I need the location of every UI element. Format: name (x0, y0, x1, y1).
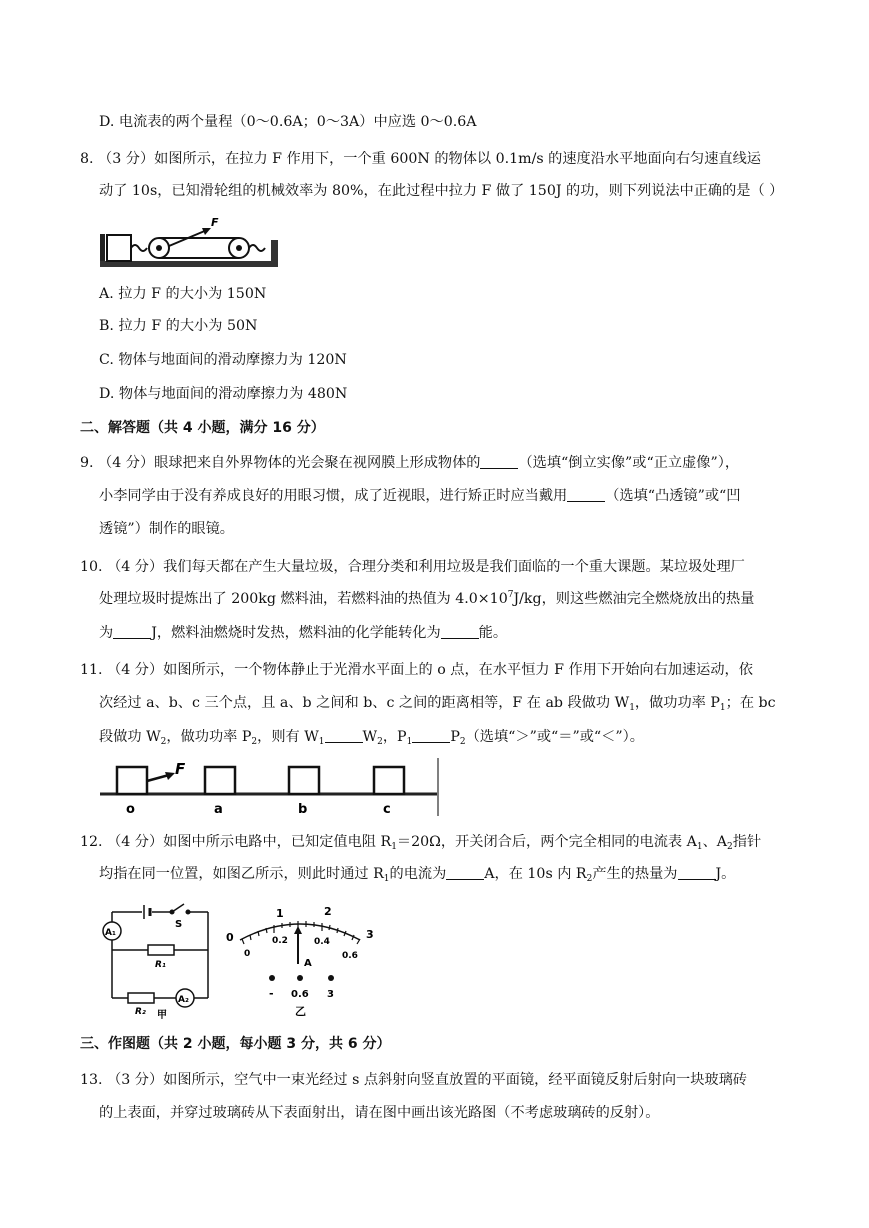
q12-dial-inner-3: 0.6 (342, 951, 358, 961)
q9-line1: 9. （4 分）眼球把来自外界物体的光会聚在视网膜上形成物体的 （选填“倒立实像”或“正立虚像”）， (80, 455, 740, 471)
q12-terminal-neg: - (269, 987, 274, 1000)
q10-blank-1 (113, 624, 151, 639)
q12-blank-1 (446, 865, 484, 880)
q12-dial-outer-1: 1 (276, 907, 284, 920)
section-3-heading: 三、作图题（共 2 小题，每小题 3 分，共 6 分） (80, 1036, 391, 1052)
q12-figure-jia-caption: 甲 (157, 1010, 167, 1020)
q9-line2: 小李同学由于没有养成良好的用眼习惯，成了近视眼，进行矫正时应当戴用 （选填“凸透镜”或“凹 (99, 488, 741, 504)
q12-line1: 12. （4 分）如图中所示电路中，已知定值电阻 $R_1=20\Omega$，开关闭合后，两个完全相同的电流表 $A_1$、$A_2$指针 (80, 834, 762, 852)
q13-line1: 13. （3 分）如图所示，空气中一束光经过 s 点斜射向竖直放置的平面镜，经平面镜反射后射向一块玻璃砖 (80, 1072, 747, 1088)
q10-line1: 10. （4 分）我们每天都在产生大量垃圾，合理分类和利用垃圾是我们面临的一个重大课题。某垃圾处理厂 (80, 559, 745, 575)
q12-terminal-06: 0.6 (291, 989, 309, 1000)
q12-r2-label: R₂ (135, 1007, 146, 1017)
q11-point-a: a (214, 802, 223, 817)
q12-dial-outer-2: 2 (324, 905, 332, 918)
q12-switch-label: S (175, 919, 183, 930)
q12-dial-inner-2: 0.4 (314, 937, 330, 947)
q8-pulley-figure (99, 212, 281, 272)
q10-blank-2 (441, 624, 479, 639)
q11-line3: 段做功 $W_2$，做功功率 $P_2$，则有 $W_1$ $W_2$，$P_1$ $P_2$（选填“＞”或“＝”或“＜”）。 (99, 729, 644, 747)
q8-option-c: C. 物体与地面间的滑动摩擦力为 120N (99, 352, 347, 368)
q12-circuit-figure-jia (100, 900, 215, 1020)
q12-dial-unit: A (304, 958, 312, 969)
q9-blank-2 (567, 487, 605, 502)
q12-meter-a2-label: A₂ (178, 995, 189, 1005)
q7-option-d: D. 电流表的两个量程（0～0.6A；0～3A）中应选 0～0.6A (99, 114, 477, 130)
q9-line3: 透镜”）制作的眼镜。 (99, 521, 234, 537)
q8-option-d: D. 物体与地面间的滑动摩擦力为 480N (99, 386, 348, 402)
q12-dial-outer-0: 0 (226, 931, 234, 944)
q8-option-a: A. 拉力 F 的大小为 150N (99, 286, 267, 302)
q12-figure-yi-caption: 乙 (295, 1005, 306, 1018)
q8-figure-f-label: F (211, 216, 219, 229)
q11-blank-2 (412, 728, 450, 743)
q12-blank-2 (678, 865, 716, 880)
q11-motion-figure (99, 758, 444, 818)
q10-line3: 为 J，燃料油燃烧时发热，燃料油的化学能转化为 能。 (99, 625, 508, 641)
q12-meter-a1-label: A₁ (105, 928, 116, 938)
q8-option-b: B. 拉力 F 的大小为 50N (99, 318, 258, 334)
q9-blank-1 (480, 454, 518, 469)
section-2-heading: 二、解答题（共 4 小题，满分 16 分） (80, 420, 325, 436)
q11-point-o: o (126, 802, 135, 817)
q13-line2: 的上表面，并穿过玻璃砖从下表面射出，请在图中画出该光路图（不考虑玻璃砖的反射）。 (99, 1105, 660, 1121)
q12-r1-label: R₁ (155, 960, 166, 970)
q12-dial-outer-3: 3 (366, 928, 374, 941)
q12-terminal-3: 3 (327, 989, 334, 1000)
q11-figure-f-label: F (175, 760, 186, 778)
q11-line2: 次经过 a、b、c 三个点，且 a、b 之间和 b、c 之间的距离相等，F 在 ab 段做功 $W_1$，做功功率 $P_1$；在 bc (99, 695, 776, 713)
q8-stem-line2: 动了 10s，已知滑轮组的机械效率为 80%，在此过程中拉力 F 做了 150J 的功，则下列说法中正确的是（ ） (99, 183, 784, 199)
q12-ammeter-figure-yi (220, 900, 385, 1020)
q8-stem-line1: 8. （3 分）如图所示，在拉力 F 作用下，一个重 600N 的物体以 0.1m/s 的速度沿水平地面向右匀速直线运 (80, 151, 761, 167)
q11-blank-1 (325, 728, 363, 743)
q11-line1: 11. （4 分）如图所示，一个物体静止于光滑水平面上的 o 点，在水平恒力 F 作用下开始向右加速运动，依 (80, 662, 753, 678)
q10-line2: 处理垃圾时提炼出了 200kg 燃料油，若燃料油的热值为 $4.0\times 10^7J/kg$，则这些燃油完全燃烧放出的热量 (99, 590, 755, 607)
q11-point-c: c (383, 802, 391, 817)
q12-dial-inner-1: 0.2 (272, 936, 288, 946)
q12-dial-inner-0: 0 (244, 949, 251, 959)
q11-point-b: b (298, 802, 308, 817)
q12-line2: 均指在同一位置，如图乙所示，则此时通过 $R_1$的电流为 A，在 10s 内 $R_2$产生的热量为 J。 (99, 866, 736, 884)
